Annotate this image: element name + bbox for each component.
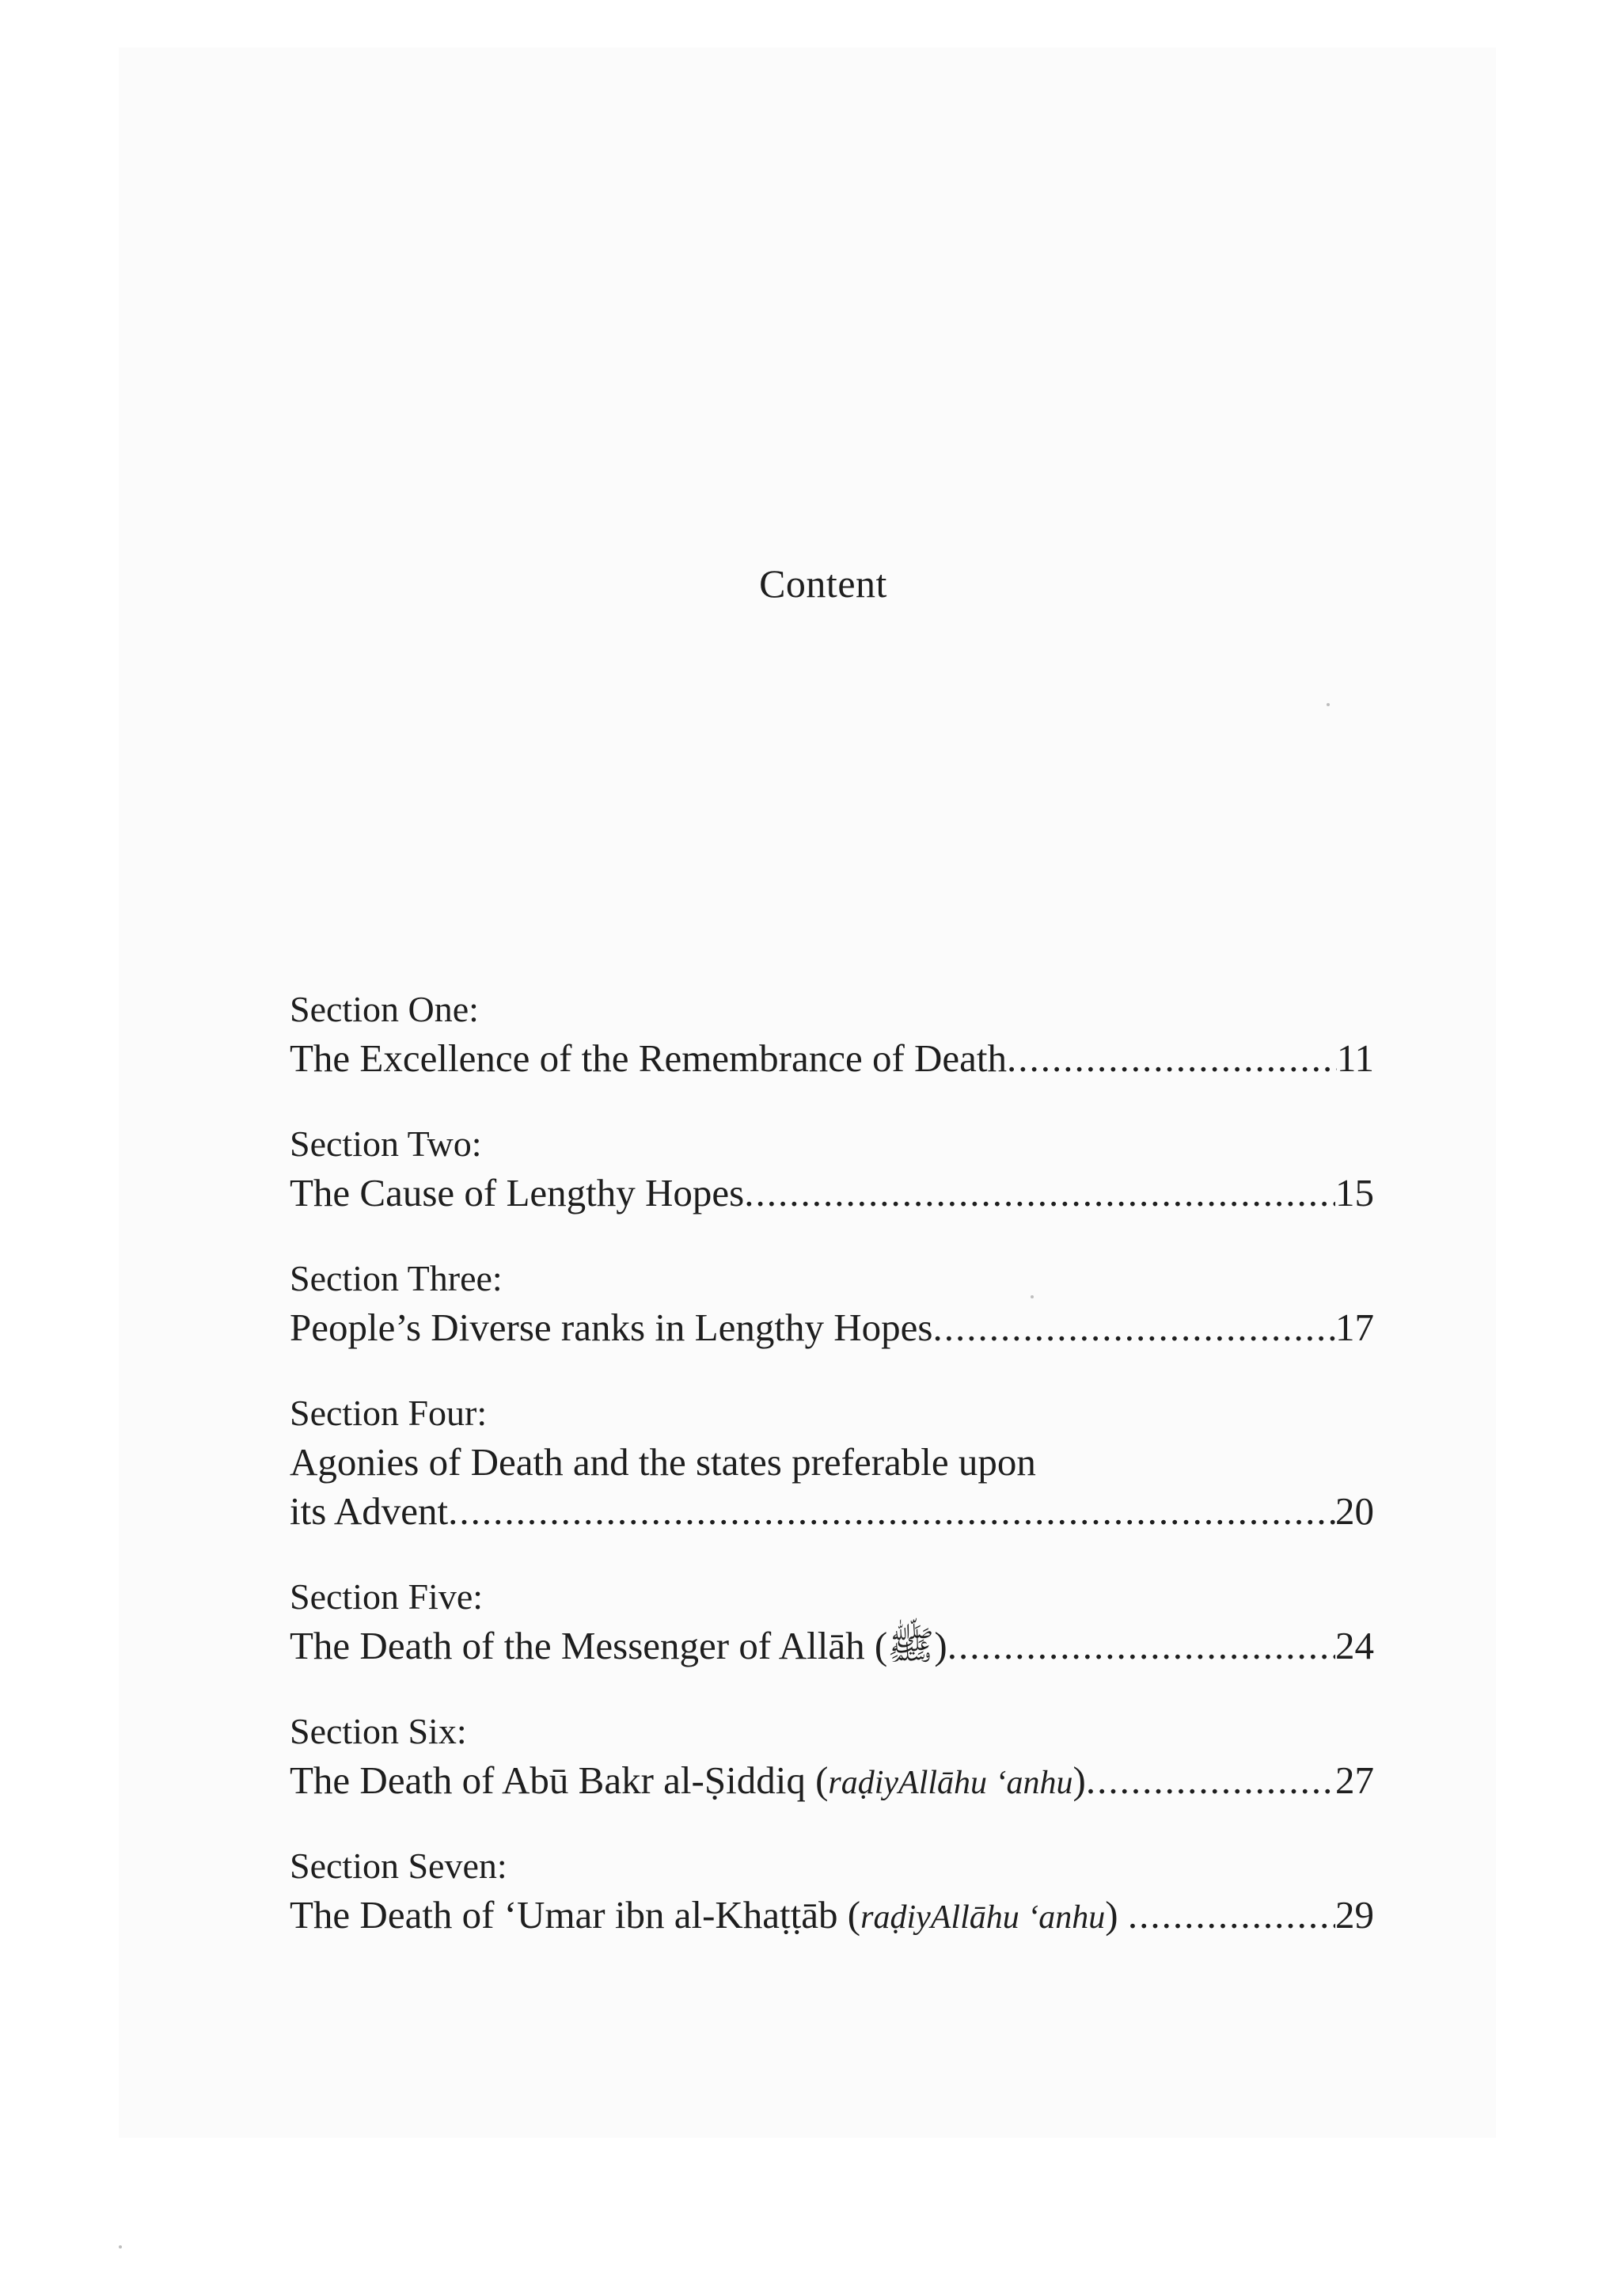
page-title: Content bbox=[759, 561, 887, 606]
dot-leader bbox=[947, 1621, 1335, 1671]
page-number: 27 bbox=[1335, 1758, 1374, 1802]
section-label: Section Five: bbox=[290, 1576, 484, 1617]
section-label: Section Six: bbox=[290, 1711, 467, 1751]
dot-leader bbox=[1128, 1891, 1335, 1940]
toc-line-first[interactable] bbox=[290, 1438, 1374, 1487]
toc-line[interactable] bbox=[290, 1169, 1374, 1218]
title-text-end: ) bbox=[1105, 1893, 1128, 1937]
toc-entry-section-two bbox=[290, 1119, 1374, 1218]
section-title-line-two: its Advent bbox=[290, 1489, 449, 1533]
honorific-text: raḍiyAllāhu ‘anhu bbox=[828, 1765, 1073, 1801]
page-number: 15 bbox=[1335, 1171, 1374, 1215]
dot-leader bbox=[1086, 1756, 1335, 1805]
section-title: People’s Diverse ranks in Lengthy Hopes bbox=[290, 1306, 933, 1349]
toc-entry-section-six bbox=[290, 1707, 1374, 1805]
scan-speck bbox=[1327, 703, 1330, 706]
toc-entry-section-seven bbox=[290, 1842, 1374, 1940]
section-title: The Death of the Messenger of Allāh (ﷺ) bbox=[290, 1624, 947, 1667]
section-label: Section Four: bbox=[290, 1393, 488, 1433]
page-number: 17 bbox=[1335, 1306, 1374, 1349]
page-number: 20 bbox=[1335, 1489, 1374, 1533]
toc-entry-section-five bbox=[290, 1572, 1374, 1671]
toc-entry-section-one bbox=[290, 985, 1374, 1083]
section-title: The Cause of Lengthy Hopes bbox=[290, 1171, 745, 1215]
scan-speck bbox=[1031, 1295, 1034, 1298]
section-label: Section Seven: bbox=[290, 1846, 507, 1886]
table-of-contents bbox=[290, 985, 1374, 1940]
title-text: The Death of ‘Umar ibn al-Khaṭṭāb ( bbox=[290, 1893, 861, 1937]
toc-line[interactable] bbox=[290, 1621, 1374, 1671]
toc-line[interactable] bbox=[290, 1756, 1374, 1805]
toc-entry-section-four bbox=[290, 1389, 1374, 1536]
page-number: 24 bbox=[1335, 1624, 1374, 1667]
section-label: Section Three: bbox=[290, 1258, 503, 1298]
toc-line[interactable] bbox=[290, 1034, 1374, 1083]
page-number: 29 bbox=[1335, 1893, 1374, 1937]
section-title bbox=[290, 1891, 1128, 1942]
dot-leader bbox=[448, 1487, 1335, 1536]
toc-line[interactable] bbox=[290, 1303, 1374, 1352]
section-label: Section One: bbox=[290, 989, 479, 1029]
scan-speck bbox=[119, 2245, 122, 2248]
dot-leader bbox=[932, 1303, 1335, 1352]
dot-leader bbox=[744, 1169, 1335, 1218]
honorific-text: raḍiyAllāhu ‘anhu bbox=[860, 1899, 1106, 1936]
toc-line[interactable] bbox=[290, 1487, 1374, 1536]
section-title: The Excellence of the Remembrance of Death bbox=[290, 1036, 1008, 1080]
title-text: The Death of Abū Bakr al-Ṣiddiq ( bbox=[290, 1758, 829, 1802]
toc-entry-section-three bbox=[290, 1254, 1374, 1352]
section-label: Section Two: bbox=[290, 1123, 482, 1164]
section-title bbox=[290, 1756, 1086, 1808]
dot-leader bbox=[1007, 1034, 1337, 1083]
page-number: 11 bbox=[1336, 1036, 1374, 1080]
section-title-line-one: Agonies of Death and the states preferable upon bbox=[290, 1440, 1036, 1484]
toc-line[interactable] bbox=[290, 1891, 1374, 1940]
title-text-end: ) bbox=[1072, 1758, 1086, 1802]
